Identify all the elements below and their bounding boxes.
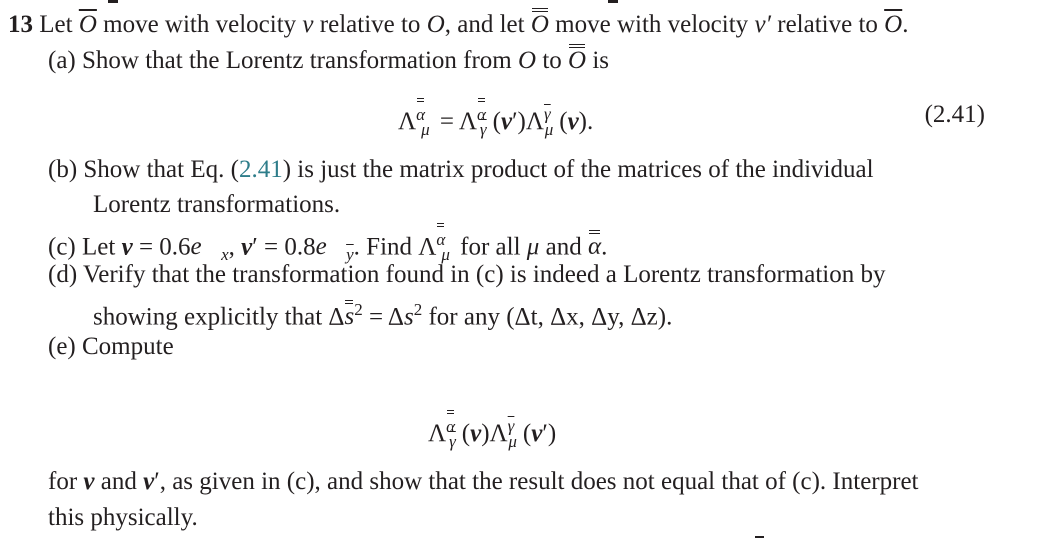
part-a-label: (a) [48, 47, 76, 74]
frame-O-doublebar: O [530, 11, 549, 38]
part-b-continuation: Lorentz transformations. [93, 191, 341, 218]
cropped-line-fragment [108, 0, 118, 3]
part-a: (a) Show that the Lorentz transformation from O to O is [48, 47, 610, 74]
equation-reference-link[interactable]: 2.41 [238, 156, 283, 183]
equation-number: (2.41) [924, 101, 985, 128]
equation-compute: $\Lambda^\alpha_{\overline{\gamma}}$ $(v)\Lambda^{\overline{\gamma}}_\mu$ (v′) [428, 412, 556, 457]
cropped-mark [755, 536, 764, 538]
part-b-label: (b) [48, 156, 78, 183]
part-d-continuation: showing explicitly that $\Delta s^2 = \Delta s^2$ for any (Δt, Δx, Δy, Δz). [93, 300, 673, 331]
part-c: (c) Let $v = 0.6e⃗_x$, $v' = 0.8e⃗_{\overline{y}}$. Find $\Lambda^\alpha_\mu$ for all μ and α. [48, 225, 607, 270]
part-b: (b) Show that Eq. (2.41) is just the matrix product of the matrices of the individual [48, 156, 874, 183]
conclusion: for v and v′, as given in (c), and show that the result does not equal that of (c). Interpret [48, 468, 919, 495]
part-e: (e) Compute [48, 333, 174, 360]
part-d: (d) Verify that the transformation found in (c) is indeed a Lorentz transformation by [48, 261, 886, 288]
equation-2-41: $\Lambda^\alpha_\mu = \Lambda^\alpha_{\overline{\gamma}}$ $(v')\Lambda^{\overline{\gamma}}_\mu$ (v). [398, 100, 593, 145]
part-c-label: (c) [48, 233, 76, 261]
part-d-label: (d) [48, 261, 78, 288]
cropped-line-fragment [608, 0, 618, 3]
problem-number: 13 [8, 11, 33, 38]
conclusion-continuation: this physically. [48, 504, 198, 531]
part-e-label: (e) [48, 333, 76, 360]
frame-O-bar: $\overline{O}$ [78, 11, 97, 38]
problem-statement: 13 Let $\overline{O}$ move with velocity v relative to O, and let O move with velocity v′ relative to $\overline{O}$. [8, 11, 909, 38]
